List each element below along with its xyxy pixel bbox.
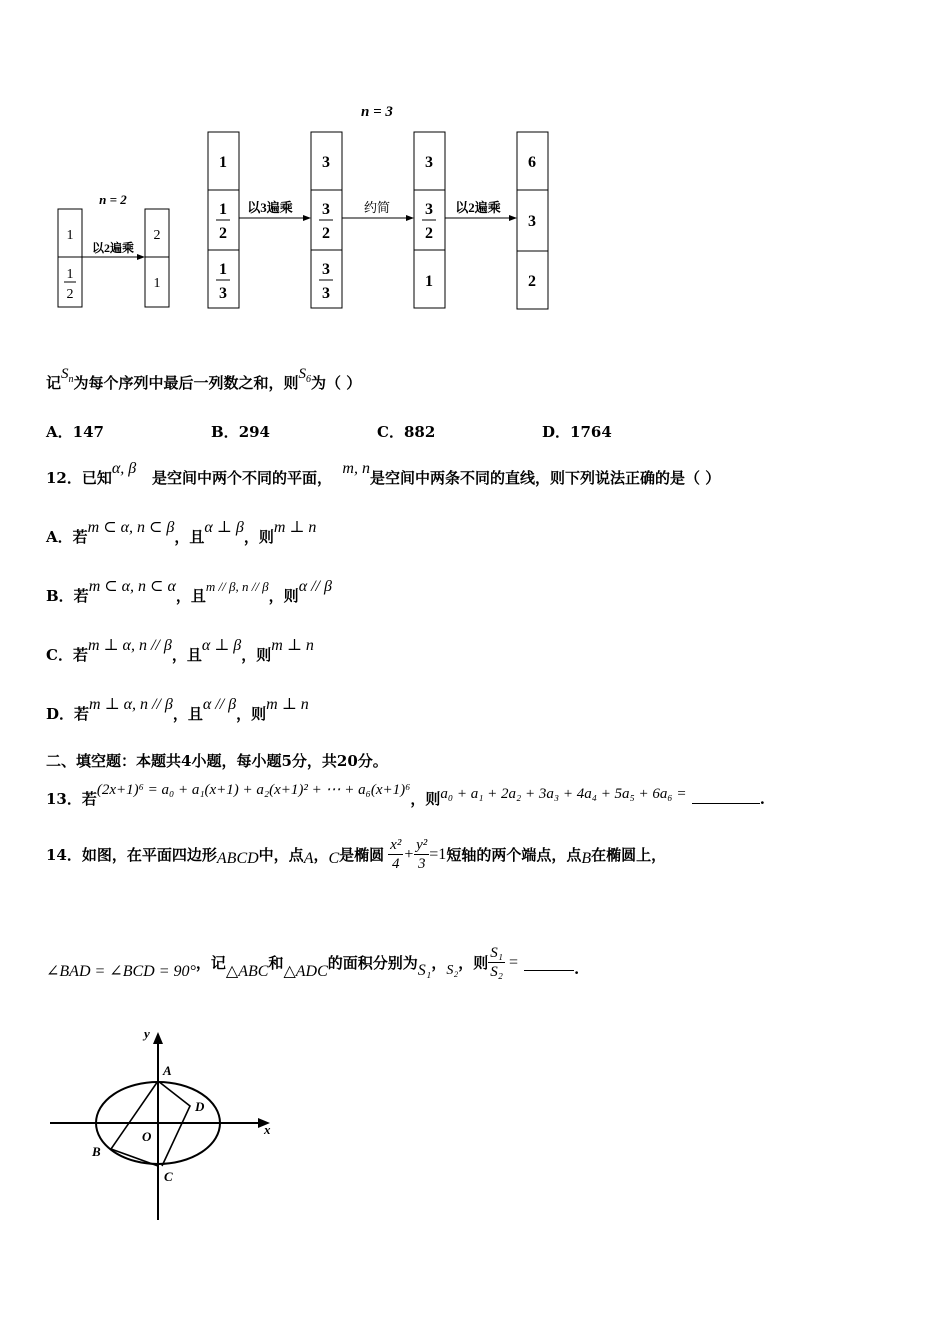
option-value: 1764 [570,423,612,441]
option-condition: α // β [202,696,237,713]
option-label: B．若 [46,587,89,605]
ellipse-figure [40,1020,290,1230]
q14-text: ， [431,954,447,972]
q11-option-a[interactable] [46,421,104,442]
option-condition: m ⊥ α, n // β [89,696,173,713]
option-label: A． [46,423,73,441]
option-text: ，则 [241,646,272,664]
q11-option-c[interactable] [377,421,435,442]
y-label: y [144,1026,150,1041]
option-label: C．若 [46,646,88,664]
answer-blank[interactable] [524,970,574,971]
option-condition: m ⊂ α, n ⊂ α [88,578,176,595]
arrow2-label: 约简 [363,200,391,215]
point-c: C [328,849,340,867]
option-text: ，且 [174,528,205,546]
col1-frac-num: 1 [219,261,227,278]
col1-frac-num: 1 [219,201,227,218]
q14-stem-line1 [46,836,666,873]
q14-text: 短轴的两个端点，点 [446,846,582,864]
col4-cell: 3 [528,213,536,230]
q12-stem [46,460,721,488]
col3-cell: 1 [425,273,433,290]
math-alpha-beta: α, β [111,460,137,477]
label-o: O [142,1129,152,1144]
q11-text: 为（ ） [311,374,362,392]
q14-text: 和 [268,954,284,972]
plus-sign: + [403,845,415,863]
option-label: D．若 [46,705,90,723]
q14-text: 中，点 [258,846,304,864]
arrow1-label: 以3遍乘 [247,200,293,215]
label-b: B [92,1144,101,1159]
q12-option-b[interactable] [46,578,332,606]
option-conclusion: m ⊥ n [266,696,309,713]
col2-cell: 3 [322,154,330,171]
s2-symbol: S₂ [446,962,459,978]
option-condition: m ⊂ α, n ⊂ β [87,519,175,536]
ratio-frac [488,944,505,981]
s1-symbol: S₁ [417,961,432,979]
option-condition: α ⊥ β [201,637,242,654]
col1-frac-den: 3 [219,285,227,302]
n2-left-cell: 1 [66,228,74,243]
triangle-abc: △ABC [225,962,269,980]
frac-den: S₂ [490,964,503,980]
option-text: ，则 [268,587,299,605]
q14-text: 在椭圆上， [591,846,667,864]
option-value: 147 [72,423,104,441]
q12-text: 已知 [81,469,112,487]
option-text: ，且 [172,705,203,723]
q13-end: . [759,790,765,808]
s6-sub: 6 [306,374,312,385]
s6-letter: S [298,366,307,382]
option-value: 882 [403,423,436,441]
n2-left-frac-num: 1 [66,267,74,282]
quad-abcd: ABCD [216,849,259,867]
col2-frac-num: 3 [322,201,330,218]
q13-stem [46,782,765,809]
option-text: ，且 [171,646,202,664]
triangle-adc: △ADC [283,962,328,980]
col3-cell: 3 [425,154,433,171]
label-d: D [195,1099,205,1114]
point-a: A [303,849,314,867]
q12-option-a[interactable] [46,519,317,547]
q14-text: ，记 [195,954,226,972]
q14-text: ，则 [458,954,489,972]
option-text: ，则 [236,705,267,723]
q14-text: 是椭圆 [339,846,385,864]
q11-text: 为每个序列中最后一列数之和，则 [73,374,299,392]
point-b: B [581,849,592,867]
frac-num: y² [416,837,428,853]
q12-text: 是空间中两个不同的平面， [151,469,332,487]
q11-option-d[interactable] [542,421,612,442]
section-title: 二、填空题：本题共4小题，每小题5分，共20分。 [46,752,388,770]
option-condition: m ⊥ α, n // β [87,637,172,654]
option-label: D． [542,423,571,441]
label-a: A [163,1063,172,1078]
n3-label: n = 3 [361,104,393,120]
option-label: C． [377,423,404,441]
ellipse-frac-y [414,836,429,873]
n2-left-frac-den: 2 [66,287,74,302]
math-m-n: m, n [342,460,370,477]
option-condition: α ⊥ β [204,519,244,536]
col4-cell: 6 [528,154,536,171]
col4-cell: 2 [528,273,536,290]
n2-right-cell: 2 [153,228,161,243]
label-c: C [164,1169,173,1184]
q11-stem [46,366,362,395]
q12-option-d[interactable] [46,696,309,724]
option-label: A．若 [46,528,88,546]
q13-target: a₀ + a₁ + 2a₂ + 3a₃ + 4a₄ + 5a₅ + 6a₆ = [440,786,687,802]
option-label: B． [211,423,239,441]
n2-right-cell: 1 [153,276,161,291]
arrow3-label: 以2遍乘 [455,200,501,215]
option-value: 294 [238,423,270,441]
equals-sign: = [508,953,519,971]
option-text: ，则 [243,528,274,546]
option-conclusion: m ⊥ n [271,637,314,654]
n2-arrow-label: 以2遍乘 [91,241,135,255]
col3-frac-num: 3 [425,201,433,218]
angle-condition: ∠BAD = ∠BCD = 90° [46,962,196,980]
frac-num: x² [390,837,402,853]
q13-text: ，则 [410,790,441,808]
q14-text: ， [313,846,329,864]
frac-den: 3 [417,856,426,872]
q12-text: 是空间中两条不同的直线，则下列说法正确的是（ ） [369,469,721,487]
col2-frac-num: 3 [322,261,330,278]
option-conclusion: α // β [298,578,332,595]
n2-label: n = 2 [99,192,127,207]
s6-symbol [298,366,312,385]
answer-blank[interactable] [692,803,760,804]
question-number: 14．如图，在平面四边形 [46,846,217,864]
n2-right-box [145,209,169,307]
col1-frac-den: 2 [219,225,227,242]
q12-option-c[interactable] [46,637,314,665]
col2-frac-den: 2 [322,225,330,242]
equals-one: =1 [429,845,447,863]
option-conclusion: m ⊥ n [273,519,317,536]
q11-option-b[interactable] [211,421,270,442]
frac-den: 4 [392,856,400,872]
q13-expression: (2x+1)⁶ = a₀ + a₁(x+1) + a₂(x+1)² + ⋯ + a₆(x+1)⁶ [96,782,411,798]
col2-frac-den: 3 [322,285,330,302]
y-axis-arrow-icon [153,1032,163,1044]
question-number: 13．若 [46,790,97,808]
sequence-diagram [0,0,950,330]
x-label: x [264,1122,271,1137]
sn-letter: S [61,366,69,382]
q14-text: 的面积分别为 [327,954,418,972]
question-number: 12． [46,469,82,487]
option-condition: m // β, n // β [205,579,269,594]
sn-sub: n [68,374,74,385]
col1-cell: 1 [219,154,227,171]
sn-symbol [61,366,74,385]
q14-stem-line2 [46,944,579,981]
q11-text: 记 [46,374,62,392]
frac-num: S₁ [490,945,503,961]
q14-end: . [574,959,580,978]
ellipse-frac-x [388,836,403,873]
col3-frac-den: 2 [425,225,433,242]
option-text: ，且 [175,587,206,605]
